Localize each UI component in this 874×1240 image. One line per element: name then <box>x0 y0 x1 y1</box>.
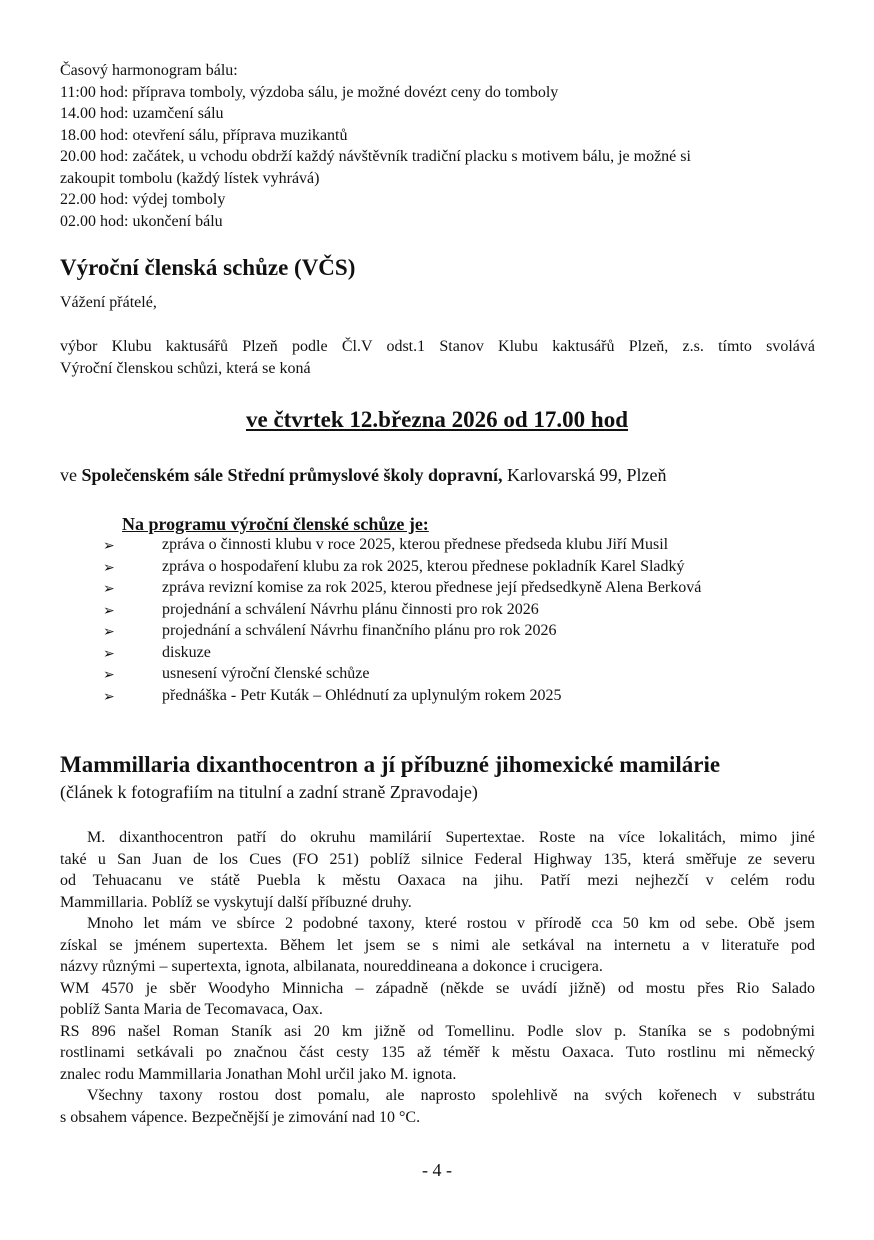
article-line: Všechny taxony rostou dost pomalu, ale naprosto spolehlivě na svých kořenech v substrátu <box>87 1087 815 1104</box>
schedule-item: 18.00 hod: otevření sálu, příprava muzikantů <box>60 126 348 144</box>
program-item: zpráva o hospodaření klubu za rok 2025, kterou přednese pokladník Karel Sladký <box>162 558 685 575</box>
article-line: s obsahem vápence. Bezpečnější je zimování nad 10 °C. <box>60 1108 421 1126</box>
article-subtitle: (článek k fotografiím na titulní a zadní straně Zpravodaje) <box>60 782 478 802</box>
schedule-item: 02.00 hod: ukončení bálu <box>60 212 223 230</box>
article-line: poblíž Santa Maria de Tecomavaca, Oax. <box>60 1001 323 1018</box>
schedule-item: 20.00 hod: začátek, u vchodu obdrží každý návštěvník tradiční placku s motivem bálu, je možné si <box>60 148 691 165</box>
program-item: usnesení výroční členské schůze <box>162 665 370 682</box>
schedule-item: 22.00 hod: výdej tomboly <box>60 191 226 208</box>
article-line: znalec rodu Mammillaria Jonathan Mohl určil jako M. ignota. <box>60 1065 457 1083</box>
meeting-date: ve čtvrtek 12.března 2026 od 17.00 hod <box>245 407 629 432</box>
bullet-arrow-icon: ➢ <box>103 604 115 619</box>
article-line: názvy různými – supertexta, ignota, albilanata, noureddineana a dokonce i crucigera. <box>60 958 603 975</box>
program-item: přednáška - Petr Kuták – Ohlédnutí za uplynulým rokem 2025 <box>162 687 562 704</box>
bullet-arrow-icon: ➢ <box>103 647 115 662</box>
article-line: Mammillaria. Poblíž se vyskytují další příbuzné druhy. <box>60 893 412 911</box>
venue-address: Karlovarská 99, Plzeň <box>502 465 667 485</box>
article-title: Mammillaria dixanthocentron a jí příbuzné jihomexické mamilárie <box>60 752 721 777</box>
venue-prefix: ve <box>60 465 82 485</box>
bullet-arrow-icon: ➢ <box>103 561 115 576</box>
program-item: projednání a schválení Návrhu plánu činnosti pro rok 2026 <box>162 601 539 618</box>
venue-name: Společenském sále Střední průmyslové školy dopravní, <box>81 465 503 485</box>
bullet-arrow-icon: ➢ <box>103 625 115 640</box>
program-item: diskuze <box>162 644 211 661</box>
article-line: Mnoho let mám ve sbírce 2 podobné taxony, které rostou v přírodě cca 50 km od sebe. Obě jsem <box>87 915 815 932</box>
article-line: WM 4570 je sběr Woodyho Minnicha – západně (někde se uvádí jižně) od mostu přes Rio Salado <box>60 979 815 997</box>
schedule-heading: Časový harmonogram bálu: <box>60 62 238 79</box>
schedule-item: 14.00 hod: uzamčení sálu <box>60 105 224 122</box>
article-line: od Tehuacanu ve státě Puebla k městu Oaxaca na jihu. Patří mezi nejhezčí v celém rodu <box>60 872 815 889</box>
vcs-title: Výroční členská schůze (VČS) <box>60 255 356 280</box>
vcs-intro-line: Výroční členskou schůzi, která se koná <box>60 359 311 377</box>
bullet-arrow-icon: ➢ <box>103 668 115 683</box>
bullet-arrow-icon: ➢ <box>103 582 115 597</box>
program-heading: Na programu výroční členské schůze je: <box>122 514 429 534</box>
schedule-item: 11:00 hod: příprava tomboly, výzdoba sálu, je možné dovézt ceny do tomboly <box>60 83 559 101</box>
page-number: - 4 - <box>422 1160 452 1180</box>
program-item: zpráva o činnosti klubu v roce 2025, kterou přednese předseda klubu Jiří Musil <box>162 536 669 553</box>
schedule-item: zakoupit tombolu (každý lístek vyhrává) <box>60 169 320 187</box>
program-item: projednání a schválení Návrhu finančního plánu pro rok 2026 <box>162 622 557 639</box>
article-line: M. dixanthocentron patří do okruhu mamilárií Supertextae. Roste na více lokalitách, mimo jiné <box>87 829 815 846</box>
article-line: získal se jménem supertexta. Během let jsem se s nimi ale setkával na internetu a v literatuře pod <box>60 936 815 954</box>
vcs-greeting: Vážení přátelé, <box>60 294 157 311</box>
bullet-arrow-icon: ➢ <box>103 690 115 705</box>
program-item: zpráva revizní komise za rok 2025, kterou přednese její předsedkyně Alena Berková <box>162 579 702 596</box>
bullet-arrow-icon: ➢ <box>103 539 115 554</box>
article-line: také u San Juan de los Cues (FO 251) poblíž silnice Federal Highway 135, která směřuje ze severu <box>60 850 815 868</box>
meeting-venue <box>60 465 667 486</box>
article-line: rostlinami setkávali po značnou část cesty 135 až téměř k městu Oaxaca. Tuto rostlinu mi německý <box>60 1044 815 1061</box>
vcs-intro-line: výbor Klubu kaktusářů Plzeň podle Čl.V odst.1 Stanov Klubu kaktusářů Plzeň, z.s. tímto svolává <box>60 338 815 355</box>
article-line: RS 896 našel Roman Staník asi 20 km jižně od Tomellinu. Podle slov p. Staníka se s podobnými <box>60 1022 815 1040</box>
